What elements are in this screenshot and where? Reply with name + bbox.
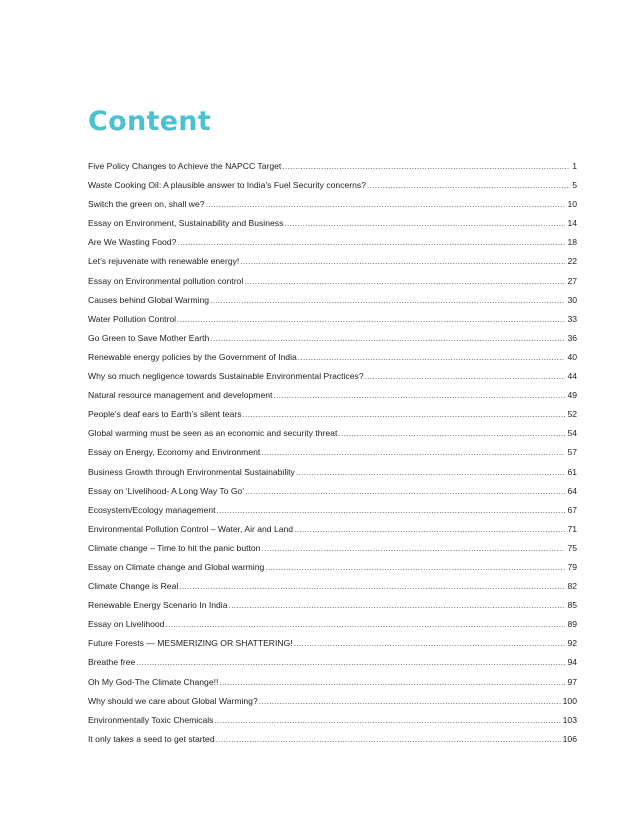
toc-entry-title: Future Forests — MESMERIZING OR SHATTERING! bbox=[88, 638, 293, 649]
toc-entry[interactable] bbox=[88, 539, 577, 558]
toc-entry-page-number: 18 bbox=[567, 237, 577, 248]
toc-entry-title: Switch the green on, shall we? bbox=[88, 199, 205, 210]
toc-dot-leader bbox=[219, 673, 565, 692]
toc-dot-leader bbox=[179, 577, 565, 596]
toc-entry-page-number: 71 bbox=[567, 523, 577, 534]
toc-entry[interactable] bbox=[88, 558, 577, 577]
toc-dot-leader bbox=[365, 367, 566, 386]
toc-dot-leader bbox=[240, 252, 565, 271]
toc-dot-leader bbox=[165, 615, 565, 634]
toc-entry-title: Five Policy Changes to Achieve the NAPCC Target bbox=[88, 161, 282, 171]
toc-entry-page-number: 64 bbox=[567, 485, 577, 496]
toc-entry[interactable] bbox=[88, 673, 577, 692]
toc-dot-leader bbox=[282, 157, 570, 176]
table-of-contents bbox=[88, 157, 577, 749]
toc-dot-leader bbox=[216, 730, 561, 749]
toc-entry-title: Oh My God-The Climate Change!! bbox=[88, 676, 219, 687]
toc-dot-leader bbox=[284, 214, 565, 233]
toc-entry-title: Essay on ‘Livelihood- A Long Way To Go’ bbox=[88, 485, 245, 496]
toc-entry-page-number: 22 bbox=[567, 256, 577, 267]
toc-entry-page-number: 33 bbox=[567, 313, 577, 324]
toc-entry-page-number: 61 bbox=[567, 466, 577, 477]
toc-entry[interactable] bbox=[88, 233, 577, 252]
toc-entry-title: Essay on Environment, Sustainability and Business bbox=[88, 218, 284, 229]
toc-dot-leader bbox=[244, 272, 565, 291]
toc-entry-page-number: 92 bbox=[567, 638, 577, 649]
toc-entry-page-number: 57 bbox=[567, 447, 577, 458]
toc-entry[interactable] bbox=[88, 176, 577, 195]
toc-entry[interactable] bbox=[88, 692, 577, 711]
toc-entry[interactable] bbox=[88, 520, 577, 539]
toc-entry[interactable] bbox=[88, 463, 577, 482]
toc-entry[interactable] bbox=[88, 348, 577, 367]
toc-dot-leader bbox=[294, 634, 566, 653]
toc-dot-leader bbox=[261, 539, 565, 558]
toc-entry-page-number: 44 bbox=[567, 371, 577, 382]
toc-entry[interactable] bbox=[88, 252, 577, 271]
toc-dot-leader bbox=[217, 501, 566, 520]
toc-dot-leader bbox=[136, 653, 565, 672]
toc-dot-leader bbox=[338, 424, 565, 443]
toc-entry[interactable] bbox=[88, 596, 577, 615]
toc-dot-leader bbox=[206, 195, 566, 214]
toc-entry-title: Why so much negligence towards Sustainable Environmental Practices? bbox=[88, 371, 364, 382]
toc-entry[interactable] bbox=[88, 291, 577, 310]
toc-entry[interactable] bbox=[88, 367, 577, 386]
toc-entry[interactable] bbox=[88, 195, 577, 214]
toc-entry-title: Let’s rejuvenate with renewable energy! bbox=[88, 256, 240, 267]
toc-entry-title: Water Pollution Control bbox=[88, 313, 177, 324]
toc-entry[interactable] bbox=[88, 653, 577, 672]
toc-entry[interactable] bbox=[88, 329, 577, 348]
toc-entry[interactable] bbox=[88, 424, 577, 443]
toc-entry-page-number: 14 bbox=[567, 218, 577, 229]
toc-entry[interactable] bbox=[88, 501, 577, 520]
toc-entry-title: Environmentally Toxic Chemicals bbox=[88, 714, 214, 725]
toc-entry-title: Global warming must be seen as an economic and security threat bbox=[88, 428, 338, 439]
toc-entry-page-number: 10 bbox=[567, 199, 577, 210]
toc-entry-page-number: 67 bbox=[567, 504, 577, 515]
toc-entry-page-number: 1 bbox=[572, 161, 577, 171]
toc-entry-page-number: 103 bbox=[562, 714, 577, 725]
toc-entry-page-number: 85 bbox=[567, 600, 577, 611]
toc-entry-title: Breathe free bbox=[88, 657, 136, 668]
toc-entry-page-number: 30 bbox=[567, 294, 577, 305]
toc-entry-page-number: 100 bbox=[562, 695, 577, 706]
toc-entry-page-number: 27 bbox=[567, 275, 577, 286]
toc-entry-title: Climate change – Time to hit the panic button bbox=[88, 542, 261, 553]
toc-entry-page-number: 82 bbox=[567, 581, 577, 592]
toc-entry-page-number: 94 bbox=[567, 657, 577, 668]
toc-entry-page-number: 49 bbox=[567, 390, 577, 401]
toc-entry-title: Natural resource management and development bbox=[88, 390, 273, 401]
toc-entry-title: Essay on Energy, Economy and Environment bbox=[88, 447, 261, 458]
toc-entry-title: Renewable Energy Scenario In India bbox=[88, 600, 228, 611]
toc-dot-leader bbox=[259, 692, 561, 711]
toc-entry-page-number: 5 bbox=[572, 180, 577, 191]
toc-dot-leader bbox=[245, 482, 565, 501]
toc-entry-page-number: 89 bbox=[567, 619, 577, 630]
toc-entry-title: Essay on Livelihood bbox=[88, 619, 165, 630]
toc-dot-leader bbox=[229, 596, 566, 615]
toc-entry-title: It only takes a seed to get started bbox=[88, 733, 215, 744]
toc-dot-leader bbox=[210, 291, 565, 310]
toc-entry-page-number: 75 bbox=[567, 542, 577, 553]
toc-entry[interactable] bbox=[88, 157, 577, 176]
toc-entry[interactable] bbox=[88, 577, 577, 596]
toc-entry[interactable] bbox=[88, 386, 577, 405]
toc-dot-leader bbox=[298, 348, 566, 367]
toc-entry[interactable] bbox=[88, 615, 577, 634]
toc-entry-title: Environmental Pollution Control – Water, Air and Land bbox=[88, 523, 294, 534]
toc-entry-title: Waste Cooking Oil: A plausible answer to India’s Fuel Security concerns? bbox=[88, 180, 367, 191]
toc-dot-leader bbox=[273, 386, 565, 405]
toc-dot-leader bbox=[177, 233, 565, 252]
toc-dot-leader bbox=[243, 405, 566, 424]
toc-entry[interactable] bbox=[88, 730, 577, 749]
toc-entry[interactable] bbox=[88, 214, 577, 233]
toc-entry-title: People’s deaf ears to Earth’s silent tears bbox=[88, 409, 242, 420]
toc-dot-leader bbox=[296, 463, 566, 482]
toc-entry-page-number: 52 bbox=[567, 409, 577, 420]
toc-entry[interactable] bbox=[88, 711, 577, 730]
toc-entry-title: Essay on Environmental pollution control bbox=[88, 275, 244, 286]
toc-dot-leader bbox=[265, 558, 565, 577]
toc-entry-page-number: 79 bbox=[567, 561, 577, 572]
toc-dot-leader bbox=[367, 176, 570, 195]
toc-entry[interactable] bbox=[88, 482, 577, 501]
toc-entry-title: Go Green to Save Mother Earth bbox=[88, 332, 210, 343]
page-title: Content bbox=[88, 106, 212, 137]
toc-entry-page-number: 106 bbox=[562, 733, 577, 744]
toc-dot-leader bbox=[294, 520, 565, 539]
toc-entry-page-number: 40 bbox=[567, 351, 577, 362]
toc-entry[interactable] bbox=[88, 310, 577, 329]
toc-dot-leader bbox=[177, 310, 565, 329]
toc-entry[interactable] bbox=[88, 443, 577, 462]
toc-entry-page-number: 54 bbox=[567, 428, 577, 439]
toc-entry-title: Are We Wasting Food? bbox=[88, 237, 177, 248]
toc-entry-title: Essay on Climate change and Global warming bbox=[88, 561, 265, 572]
toc-entry-page-number: 97 bbox=[567, 676, 577, 687]
toc-entry[interactable] bbox=[88, 634, 577, 653]
toc-entry-title: Climate Change is Real bbox=[88, 581, 179, 592]
toc-entry[interactable] bbox=[88, 405, 577, 424]
toc-entry-title: Causes behind Global Warming bbox=[88, 294, 210, 305]
toc-entry-title: Business Growth through Environmental Sustainability bbox=[88, 466, 295, 477]
toc-entry-title: Why should we care about Global Warming? bbox=[88, 695, 258, 706]
toc-dot-leader bbox=[214, 711, 560, 730]
toc-entry-title: Ecosystem/Ecology management bbox=[88, 504, 216, 515]
toc-dot-leader bbox=[210, 329, 565, 348]
toc-entry-page-number: 36 bbox=[567, 332, 577, 343]
toc-entry-title: Renewable energy policies by the Government of India bbox=[88, 351, 297, 362]
toc-dot-leader bbox=[261, 443, 565, 462]
toc-entry[interactable] bbox=[88, 272, 577, 291]
